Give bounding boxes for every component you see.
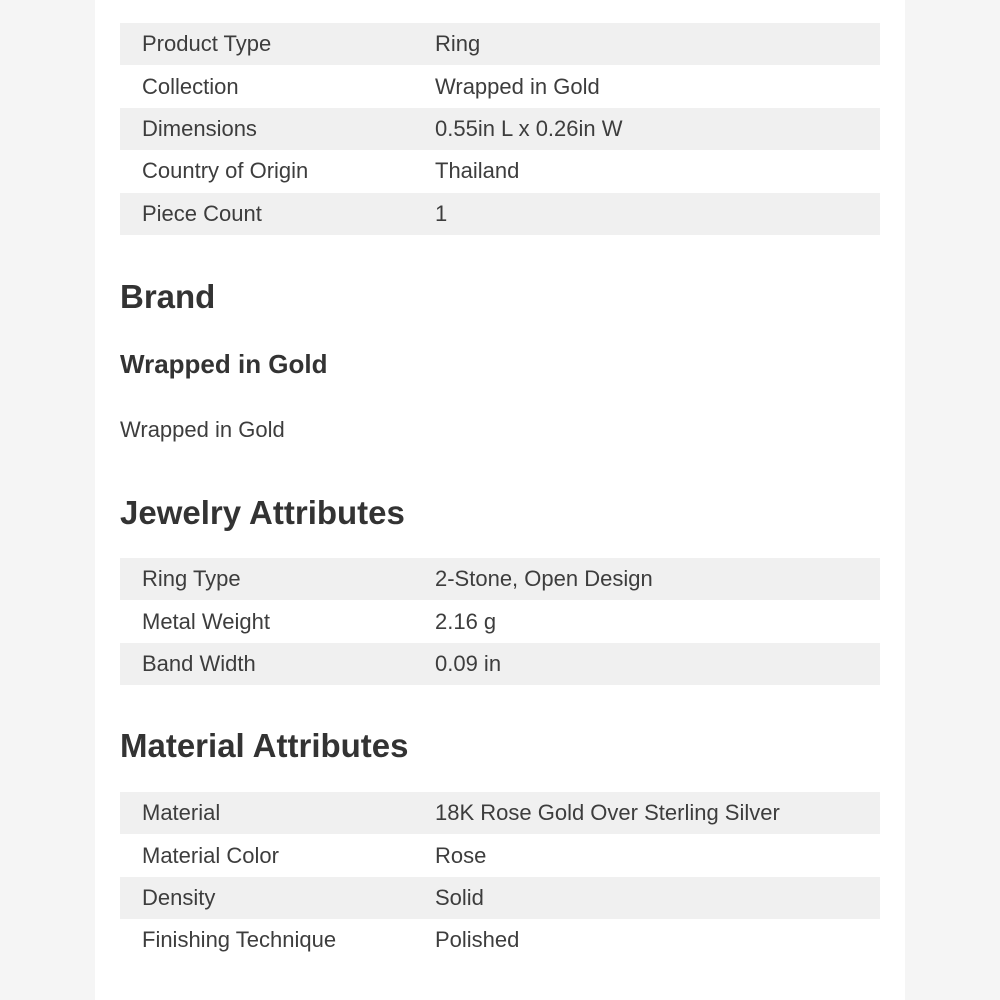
- spec-value: Wrapped in Gold: [435, 73, 600, 99]
- spec-value: Solid: [435, 884, 484, 910]
- spec-value: Polished: [435, 927, 520, 953]
- spec-row-dimensions: [120, 108, 880, 150]
- spec-row-collection: [120, 65, 880, 107]
- spec-label: Material: [142, 800, 221, 826]
- spec-row-density: [120, 877, 880, 919]
- spec-value: 2-Stone, Open Design: [435, 566, 653, 592]
- brand-heading: Brand: [120, 278, 216, 315]
- product-details-page: [95, 0, 905, 1000]
- spec-value: 18K Rose Gold Over Sterling Silver: [435, 800, 780, 826]
- spec-label: Density: [142, 884, 216, 910]
- general-specs-table: [120, 23, 880, 235]
- spec-value: 2.16 g: [435, 608, 497, 634]
- material-attributes-table: [120, 792, 880, 962]
- spec-row-material: [120, 792, 880, 834]
- spec-label: Material Color: [142, 842, 279, 868]
- spec-value: Ring: [435, 31, 481, 57]
- spec-label: Dimensions: [142, 115, 257, 141]
- spec-label: Country of Origin: [142, 158, 309, 184]
- spec-label: Collection: [142, 73, 239, 99]
- spec-row-finishing-technique: [120, 919, 880, 961]
- spec-value: Rose: [435, 842, 487, 868]
- spec-row-ring-type: [120, 558, 880, 600]
- spec-row-metal-weight: [120, 600, 880, 642]
- spec-row-band-width: [120, 643, 880, 685]
- spec-label: Band Width: [142, 650, 256, 676]
- spec-label: Finishing Technique: [142, 927, 337, 953]
- brand-name: Wrapped in Gold: [120, 349, 328, 379]
- spec-label: Ring Type: [142, 566, 241, 592]
- brand-description: Wrapped in Gold: [120, 417, 285, 442]
- spec-label: Metal Weight: [142, 608, 270, 634]
- jewelry-attributes-table: [120, 558, 880, 685]
- material-attributes-heading: Material Attributes: [120, 727, 409, 764]
- spec-value: 0.55in L x 0.26in W: [435, 115, 623, 141]
- spec-row-country-of-origin: [120, 150, 880, 192]
- spec-row-piece-count: [120, 193, 880, 235]
- spec-row-material-color: [120, 834, 880, 876]
- spec-value: Thailand: [435, 158, 520, 184]
- spec-value: 0.09 in: [435, 650, 502, 676]
- spec-label: Product Type: [142, 31, 272, 57]
- spec-label: Piece Count: [142, 200, 262, 226]
- spec-value: 1: [435, 200, 448, 226]
- jewelry-attributes-heading: Jewelry Attributes: [120, 494, 405, 531]
- spec-row-product-type: [120, 23, 880, 65]
